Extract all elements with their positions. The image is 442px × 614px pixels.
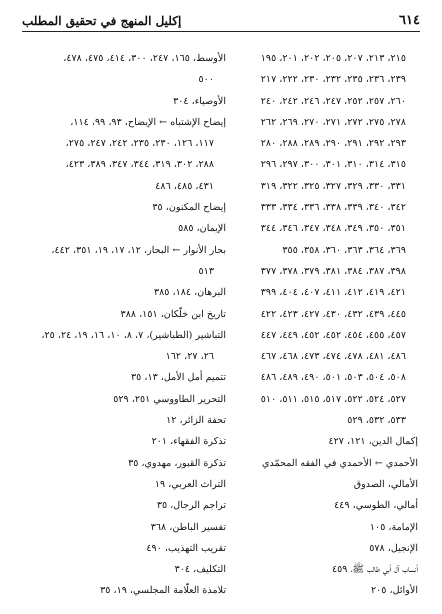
index-entry-continuation: ٣٥١، ٣٥٠، ٣٤٩، ٣٤٨، ٣٤٧، ٣٤٦، ٣٤٤ xyxy=(260,223,406,235)
index-entry: التباشير (الطباشير)، ٧، ٨، ١٠، ١٦، ١٩، ٢٤، ٢٥، xyxy=(41,329,226,341)
header-rule xyxy=(22,31,420,32)
index-entry-continuation: ٢٨٨، ٣٠٢، ٣١٩، ٣٤٤، ٣٤٧، ٣٨٩، ٤٢٣، xyxy=(65,159,214,171)
index-entry-continuation: ٤٤٥، ٤٣٩، ٤٣٢، ٤٣٠، ٤٢٧، ٤٢٣، ٤٢٢ xyxy=(260,308,406,320)
index-entry-continuation: ٤٣١، ٤٨٥، ٤٨٦ xyxy=(155,180,214,192)
index-entry: الأحمدي ← الأحمدي في الفقه المحمّدي xyxy=(261,457,418,469)
index-entry: أنساب آل أبي طالب ﷺ، ٤٥٩ xyxy=(331,564,418,576)
index-entry: أمالي، الطوسي، ٤٤٩ xyxy=(334,500,418,512)
index-entry-continuation: ١١٧، ١٢٦، ٢٣٠، ٢٣٥، ٢٤٢، ٢٤٧، ٢٧٥، xyxy=(65,138,214,150)
index-entry-continuation: ٤٥٧، ٤٥٥، ٤٥٤، ٤٥٢، ٤٥٢، ٤٤٩، ٤٤٧ xyxy=(260,329,406,341)
index-entry: تذكرة القبور، مهدوي، ٣٥ xyxy=(128,457,226,469)
index-entry-continuation: ٣٦٩، ٣٦٤، ٣٦٣، ٣٦٠، ٣٥٨، ٣٥٥ xyxy=(282,244,406,256)
index-entry: التكليف، ٣٠٤ xyxy=(174,564,226,576)
index-entry: التحرير الطاووسي ٢٥١، ٥٢٩ xyxy=(113,393,226,405)
index-entry: بحار الأنوار ← البحار، ١٢، ١٧، ١٩، ٣٥١، ٤٤٢، xyxy=(51,244,226,256)
index-entry: الإمامة، ١٠٥ xyxy=(369,521,418,533)
index-entry: تتميم أمل الأمل، ١٣، ٣٥ xyxy=(130,372,226,384)
index-entry: الأوائل، ٢٠٥ xyxy=(371,585,418,597)
index-entry-continuation: ٥١٣ xyxy=(198,265,214,277)
index-entry-continuation: ٣٤٢، ٣٤٠، ٣٣٩، ٣٣٨، ٣٣٦، ٣٣٤، ٣٣٣ xyxy=(260,202,406,214)
index-entry-continuation: ٣١٥، ٣١٤، ٣١٠، ٣٠١، ٣٠٠، ٢٩٧، ٢٩٦ xyxy=(260,159,406,171)
page-number: ٦١٤ xyxy=(399,13,420,28)
running-title: إكليل المنهج في تحقيق المطلب xyxy=(22,14,182,28)
index-entry-continuation: ٣٣١، ٣٣٠، ٣٢٩، ٣٢٧، ٣٢٥، ٣٢٢، ٣١٩ xyxy=(260,180,406,192)
index-entry-continuation: ٥٣٣، ٥٣٢، ٥٢٩ xyxy=(347,415,406,427)
page-header xyxy=(22,6,420,28)
index-column-right xyxy=(222,48,418,602)
index-entry-continuation: ٥٠٨، ٥٠٤، ٥٠٣، ٥٠١، ٤٩٠، ٤٨٩، ٤٨٦ xyxy=(260,372,406,384)
index-entry: تفسير الباطن، ٣٦٨ xyxy=(150,521,226,533)
index-entry: تقريب التهذيب، ٤٩٠ xyxy=(146,542,226,554)
index-entry-continuation: ٢٦، ٢٧، ١٦٢ xyxy=(165,351,214,363)
index-entry-continuation: ٢٩٣، ٢٩٢، ٢٩١، ٢٩٠، ٢٨٩، ٢٨٨، ٢٨٠ xyxy=(260,138,406,150)
index-entry: تراجم الرجال، ٣٥ xyxy=(156,500,226,512)
index-entry-continuation: ٥٠٠ xyxy=(198,74,214,86)
index-entry-continuation: ٥٢٧، ٥٢٤، ٥٢٢، ٥١٧، ٥١٥، ٥١١، ٥١٠ xyxy=(260,393,406,405)
index-entry-continuation: ٢٧٨، ٢٧٥، ٢٧٢، ٢٧١، ٢٧٠، ٢٦٩، ٢٦٢ xyxy=(260,116,406,128)
index-entry: تحفة الزائر، ١٢ xyxy=(166,415,226,427)
index-entry: تلامذة العلّامة المجلسي، ١٩، ٣٥ xyxy=(100,585,226,597)
index-entry-continuation: ٤٨٦، ٤٨١، ٤٧٨، ٤٧٤، ٤٧٣، ٤٦٨، ٤٦٧ xyxy=(260,351,406,363)
index-entry: البرهان، ١٨٤، ٣٨٥ xyxy=(153,287,226,299)
index-entry: الأوصياء، ٣٠٤ xyxy=(173,95,226,107)
index-entry-continuation: ٢٣٩، ٢٣٦، ٢٣٥، ٢٣٢، ٢٣٠، ٢٢٢، ٢١٧ xyxy=(260,74,406,86)
index-entry: الأوسط، ١٦٥، ٢٤٧، ٣٠٠، ٤١٤، ٤٧٥، ٤٧٨، xyxy=(63,53,226,64)
index-entry: التراث العربي، ١٩ xyxy=(154,478,226,490)
index-entry-continuation: ٢٦٠، ٢٥٧، ٢٥٢، ٢٤٧، ٢٤٦، ٢٤٢، ٢٤٠ xyxy=(260,95,406,107)
index-column-left xyxy=(16,48,226,602)
index-entry: تذكرة الفقهاء، ٢٠١ xyxy=(151,436,226,448)
index-entry: تاريخ ابن خلّكان، ١٥١، ٣٨٨ xyxy=(120,308,226,320)
index-entry: الأمالي، الصدوق xyxy=(353,478,418,490)
index-entry: إيضاح المكنون، ٣٥ xyxy=(152,202,226,214)
index-entry-continuation: ٢١٥، ٢١٣، ٢٠٧، ٢٠٥، ٢٠٢، ٢٠١، ١٩٥ xyxy=(260,53,406,64)
index-entry: الإنجيل، ٥٧٨ xyxy=(369,542,418,554)
index-entry: إيضاح الإشتباه ← الإيضاح، ٩٣، ٩٩، ١١٤، xyxy=(70,116,226,128)
index-entry-continuation: ٤٢١، ٤١٩، ٤١٢، ٤١١، ٤٠٧، ٤٠٤، ٣٩٩ xyxy=(260,287,406,299)
index-entry-continuation: ٣٩٨، ٣٨٧، ٣٨٤، ٣٨١، ٣٧٩، ٣٧٨، ٣٧٧ xyxy=(260,265,406,277)
index-entry: الإيمان، ٥٨٥ xyxy=(178,223,226,235)
index-entry: إكمال الدين، ١٢١، ٤٢٧ xyxy=(328,436,418,448)
